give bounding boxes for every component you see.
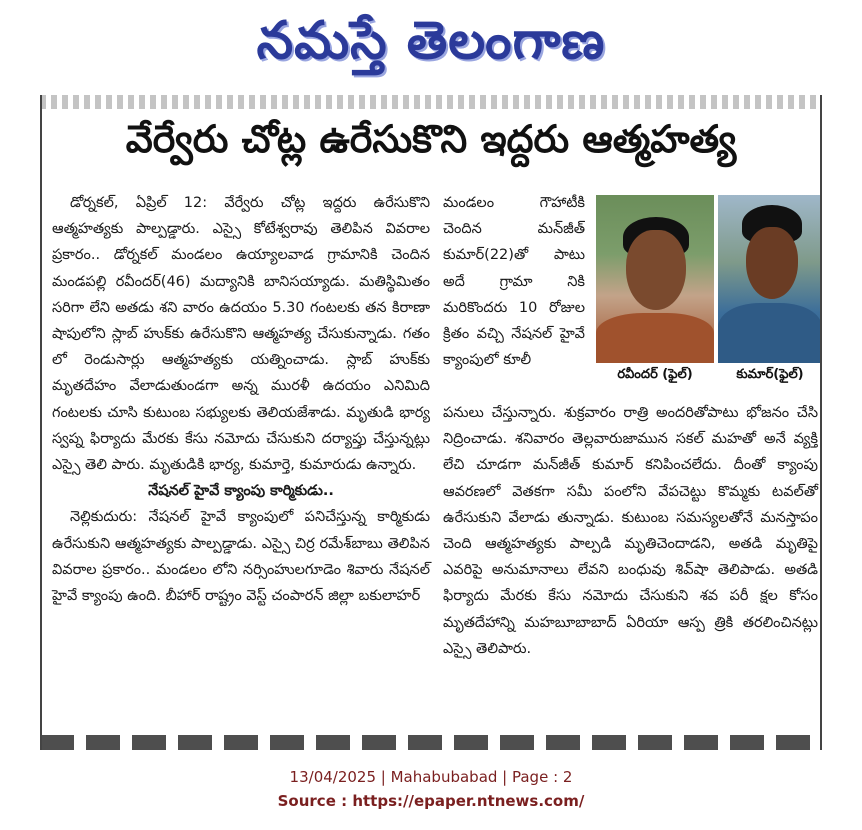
photo-kumar	[718, 195, 822, 363]
article-headline: వేర్వేరు చోట్ల ఉరేసుకొని ఇద్దరు ఆత్మహత్య	[125, 117, 737, 161]
photo-caption-ravinder: రవీందర్ (ఫైల్)	[617, 367, 693, 382]
news-clipping	[40, 95, 822, 750]
footer-source[interactable]: Source : https://epaper.ntnews.com/	[277, 792, 585, 810]
face-shape	[746, 227, 798, 299]
article-bottom-right-column: పనులు చేస్తున్నారు. శుక్రవారం రాత్రి అందరితోపాటు భోజనం చేసి నిద్రించాడు. శనివారం తెల్లవారుజామున సకల్ మహతో అనే వ్యక్తి లేచి చూడగా మన్‌జీత్ కుమార్ కనిపించలేదు. దీంతో క్యాంపు ఆవరణలో వెతకగా సమీ పంలోని వేపచెట్టు కొమ్మకు టవల్‌తో ఉరేసుకుని వేలాడు తున్నాడు. కుటుంబ సమస్యలతోనే మనస్తాపం చెంది ఆత్మహత్యకు పాల్పడి మృతిచెందాడని, అతడి మృతిపై ఎవరిపై అనుమానాలు లేవని బంధువు శివ్‌షా తెలిపాడు. అతడి ఫిర్యాదు మేరకు కేసు నమోదు చేసుకుని శవ పరీ క్షల కోసం మృతదేహాన్ని మహబూబాబాద్ ఏరియా ఆస్ప త్రికి తరలించినట్లు ఎస్సై తెలిపారు.	[443, 405, 818, 657]
article-middle-column: మండలం గౌహాటీకి చెందిన మన్‌జీత్ కుమార్(22)తో పాటు అదే గ్రామా నికి మరికొందరు 10 రోజుల క్రితం వచ్చి నేషనల్ హైవే క్యాంపులో కూలీ	[443, 195, 585, 369]
clipping-right-border	[820, 95, 822, 750]
clipping-top-cut-text	[40, 95, 822, 109]
photo-ravinder	[596, 195, 714, 363]
shirt-shape	[596, 313, 714, 363]
article-paragraph-1: డోర్నకల్, ఏప్రిల్ 12: వేర్వేరు చోట్ల ఇద్దరు ఉరేసుకొని ఆత్మహత్యకు పాల్పడ్డారు. ఎస్సై కోటేశ్వరావు తెలిపిన వివరాల ప్రకారం.. డోర్నకల్ మండలం ఉయ్యాలవాడ గ్రామానికి చెందిన మండపల్లి రవీందర్(46) మద్యానికి బానిసయ్యాడు. మతిస్థిమితం సరిగా లేని అతడు శని వారం ఉదయం 5.30 గంటలకు తన కిరాణా షాపులోని స్లాబ్ హుక్‌కు ఉరేసుకొని ఆత్మహత్య చేసుకున్నాడు. గతం లో రెండుసార్లు ఆత్మహత్యకు యత్నించాడు. స్లాబ్ హుక్‌కు మృతదేహం వేలాడుతుండగా అన్న మురళీ ఉదయం ఎనిమిది గంటలకు చూసి కుటుంబ సభ్యులకు తెలియజేశాడు. మృతుడి భార్య స్వప్న ఫిర్యాదు మేరకు కేసు నమోదు చేసుకుని దర్యాప్తు చేస్తున్నట్లు ఎస్సై తెలి పారు. మృతుడికి భార్య, కుమార్తె, కుమారుడు ఉన్నారు.	[52, 195, 430, 474]
article-left-column	[52, 190, 430, 609]
face-shape	[626, 230, 686, 310]
article-paragraph-2: నెల్లికుదురు: నేషనల్ హైవే క్యాంపులో పనిచేస్తున్న కార్మికుడు ఉరేసుకుని ఆత్మహత్యకు పాల్పడ్డాడు. ఎస్సై చిర్ర రమేశ్‌బాబు తెలిపిన వివరాల ప్రకారం.. మండలం లోని నర్సింహులగూడెం శివారు నేషనల్ హైవే క్యాంపు ఉంది. బీహార్ రాష్ట్రం వెస్ట్ చంపారన్ జిల్లా బకులాహర్	[52, 509, 430, 605]
article-subheading: నేషనల్ హైవే క్యాంపు కార్మికుడు..	[148, 483, 334, 500]
masthead	[0, 0, 862, 95]
clipping-left-border	[40, 95, 42, 750]
masthead-title: నమస్తే తెలంగాణ	[256, 11, 606, 71]
shirt-shape	[718, 303, 822, 363]
footer-edition-info: 13/04/2025 | Mahabubabad | Page : 2	[289, 768, 573, 786]
clipping-bottom-cut-text	[40, 735, 822, 750]
photo-caption-kumar: కుమార్(ఫైల్)	[736, 367, 804, 382]
